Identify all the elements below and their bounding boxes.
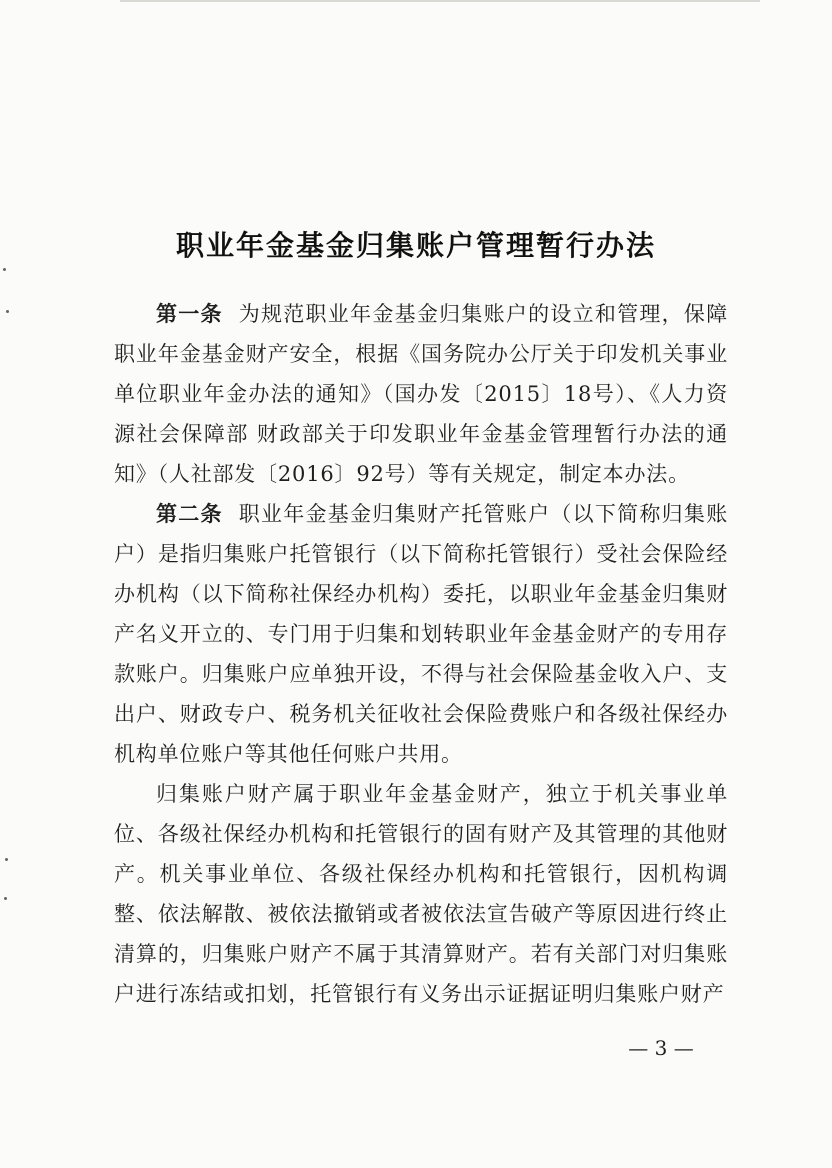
document-title: 职业年金基金归集账户管理暂行办法 xyxy=(175,228,656,262)
article-1-paragraph xyxy=(114,294,728,494)
document-body xyxy=(114,294,728,1014)
scan-mark xyxy=(3,268,6,271)
article-2-continuation-paragraph xyxy=(114,774,728,1014)
page-number: — 3 — xyxy=(628,1036,694,1060)
article-1-heading: 第一条 xyxy=(156,302,223,326)
article-1-text: 为规范职业年金基金归集账户的设立和管理，保障职业年金基金财产安全，根据《国务院办公厅关于印发机关事业单位职业年金办法的通知》（国办发〔2015〕18号）、《人力资源社会保障部 财政部关于印发职业年金基金管理暂行办法的通知》（人社部发〔2016〕92号）等有关规定，制定本办法。 xyxy=(114,302,728,486)
scan-top-edge xyxy=(120,0,760,2)
article-2-heading: 第二条 xyxy=(156,502,223,526)
scan-mark xyxy=(4,897,7,900)
scan-mark xyxy=(6,310,9,313)
article-2-paragraph xyxy=(114,494,728,774)
scan-mark xyxy=(5,858,8,861)
article-2-continuation-text: 归集账户财产属于职业年金基金财产，独立于机关事业单位、各级社保经办机构和托管银行的固有财产及其管理的其他财产。机关事业单位、各级社保经办机构和托管银行，因机构调整、依法解散、被依法撤销或者被依法宣告破产等原因进行终止清算的，归集账户财产不属于其清算财产。若有关部门对归集账户进行冻结或扣划，托管银行有义务出示证据证明归集账户财产 xyxy=(114,782,728,1006)
article-2-text: 职业年金基金归集财产托管账户（以下简称归集账户）是指归集账户托管银行（以下简称托管银行）受社会保险经办机构（以下简称社保经办机构）委托，以职业年金基金归集财产名义开立的、专门用于归集和划转职业年金基金财产的专用存款账户。归集账户应单独开设，不得与社会保险基金收入户、支出户、财政专户、税务机关征收社会保险费账户和各级社保经办机构单位账户等其他任何账户共用。 xyxy=(114,502,728,766)
